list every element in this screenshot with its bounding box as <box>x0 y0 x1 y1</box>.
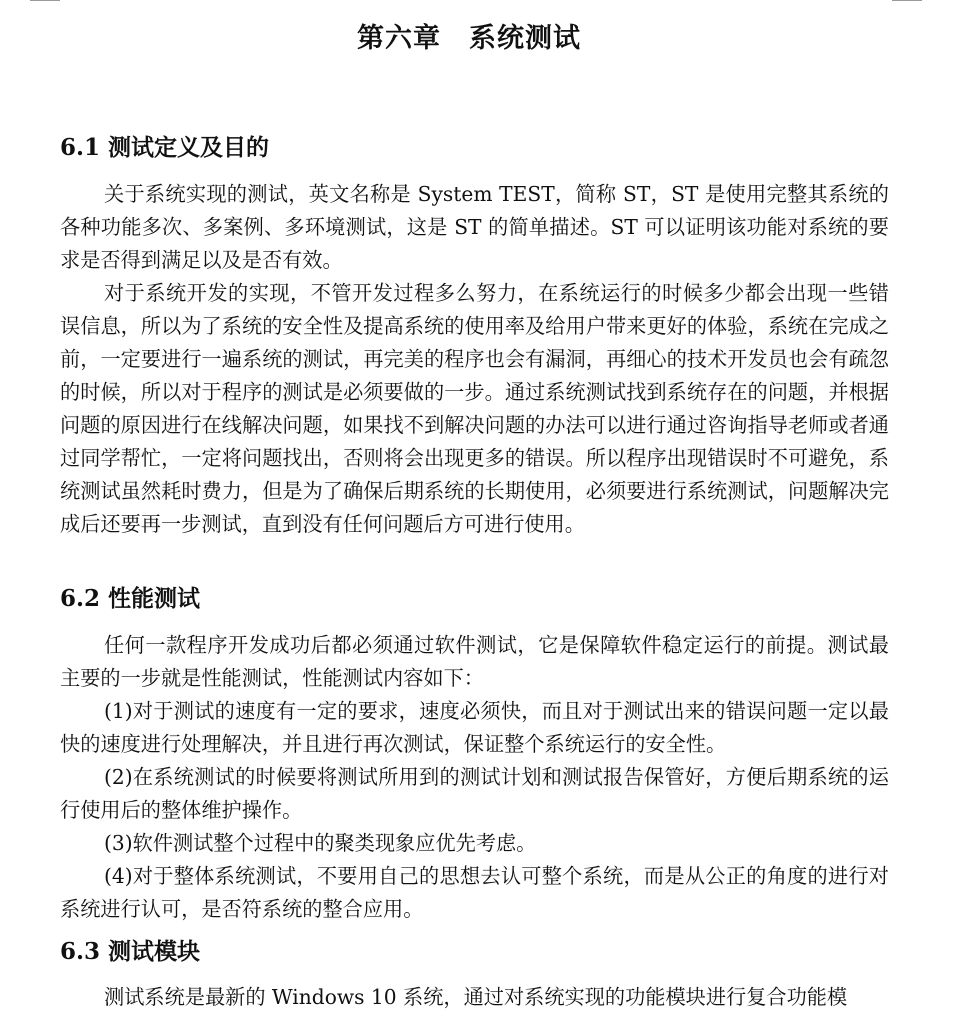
chapter-title: 第六章 系统测试 <box>357 23 581 55</box>
paragraph-6-2-1: 任何一款程序开发成功后都必须通过软件测试，它是保障软件稳定运行的前提。测试最主要的一步就是性能测试，性能测试内容如下： <box>60 633 889 690</box>
paragraph-6-3-1: 测试系统是最新的 Windows 10 系统，通过对系统实现的功能模块进行复合功能模 <box>104 985 848 1009</box>
section-heading-6-2: 6.2 性能测试 <box>60 585 201 612</box>
section-heading-6-3: 6.3 测试模块 <box>60 938 201 965</box>
paragraph-6-2-3: (2)在系统测试的时候要将测试所用到的测试计划和测试报告保管好，方便后期系统的运行使用后的整体维护操作。 <box>60 765 889 822</box>
page-corner-mark-right <box>892 0 922 3</box>
paragraph-6-2-5: (4)对于整体系统测试，不要用自己的思想去认可整个系统，而是从公正的角度的进行对系统进行认可，是否符系统的整合应用。 <box>60 864 889 921</box>
paragraph-6-2-4: (3)软件测试整个过程中的聚类现象应优先考虑。 <box>104 831 537 855</box>
section-heading-6-1: 6.1 测试定义及目的 <box>60 134 270 161</box>
paragraph-6-1-2: 对于系统开发的实现，不管开发过程多么努力，在系统运行的时候多少都会出现一些错误信息，所以为了系统的安全性及提高系统的使用率及给用户带来更好的体验，系统在完成之前，一定要进行一遍系统的测试，再完美的程序也会有漏洞，再细心的技术开发员也会有疏忽的时候，所以对于程序的测试是必须要做的一步。通过系统测试找到系统存在的问题，并根据问题的原因进行在线解决问题，如果找不到解决问题的办法可以进行通过咨询指导老师或者通过同学帮忙，一定将问题找出，否则将会出现更多的错误。所以程序出现错误时不可避免，系统测试虽然耗时费力，但是为了确保后期系统的长期使用，必须要进行系统测试，问题解决完成后还要再一步测试，直到没有任何问题后方可进行使用。 <box>60 281 889 536</box>
paragraph-6-1-1: 关于系统实现的测试，英文名称是 System TEST，简称 ST，ST 是使用完整其系统的各种功能多次、多案例、多环境测试，这是 ST 的简单描述。ST 可以证明该功能对系统的要求是否得到满足以及是否有效。 <box>60 182 889 272</box>
paragraph-6-2-2: (1)对于测试的速度有一定的要求，速度必须快，而且对于测试出来的错误问题一定以最快的速度进行处理解决，并且进行再次测试，保证整个系统运行的安全性。 <box>60 699 889 756</box>
page-corner-mark-left <box>30 0 60 3</box>
